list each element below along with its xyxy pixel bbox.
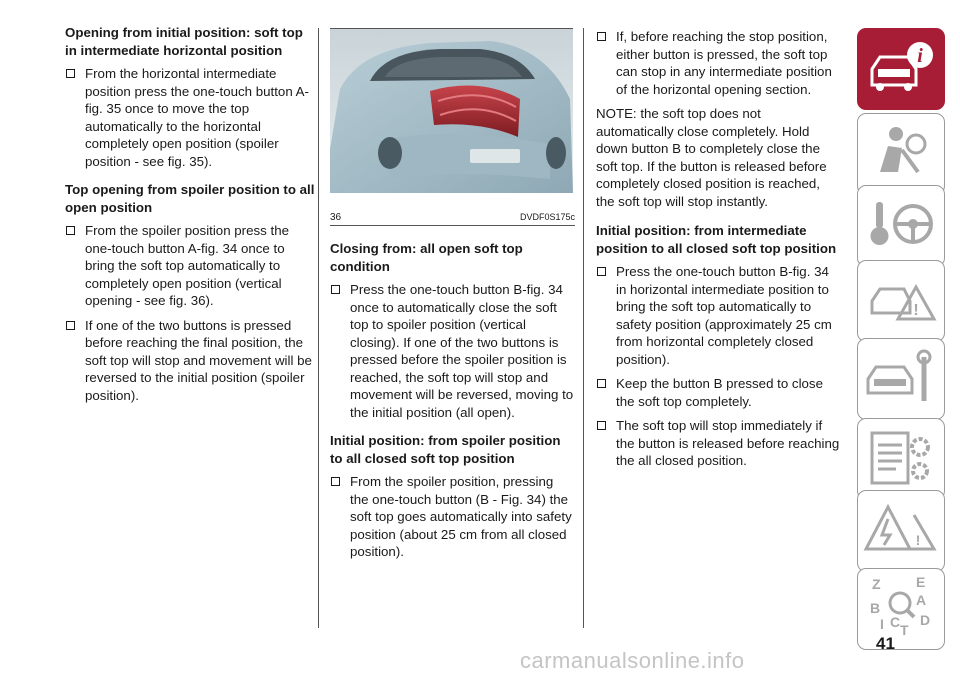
bullet-item: If, before reaching the stop position, either button is pressed, the soft top can stop in any intermediate position of the horizontal opening section. bbox=[596, 28, 841, 98]
bullet-item: If one of the two buttons is pressed before reaching the final position, the soft top will stop and movement will be reversed to the initial position (spoiler position). bbox=[65, 317, 315, 405]
svg-text:i: i bbox=[917, 45, 923, 67]
figure-caption bbox=[330, 211, 575, 226]
heading-intermediate-to-closed: Initial position: from intermediate position to all closed soft top position bbox=[596, 223, 837, 256]
tab-starting-driving[interactable] bbox=[857, 185, 945, 267]
car-soft-top-illustration bbox=[330, 29, 573, 193]
specs-gears-icon bbox=[858, 419, 943, 498]
index-letters-icon bbox=[858, 569, 943, 648]
tab-safety[interactable] bbox=[857, 113, 945, 195]
page-number: 41 bbox=[876, 634, 895, 653]
checkbox-bullet-icon bbox=[597, 267, 606, 276]
svg-text:!: ! bbox=[913, 302, 919, 319]
heading-opening-intermediate: Opening from initial position: soft top in intermediate horizontal position bbox=[65, 25, 303, 58]
bullet-item: From the spoiler position press the one-touch button A-fig. 34 once to bring the soft top automatically to completely open position (vertical opening - see fig. 36). bbox=[65, 222, 315, 310]
warning-flash-icon bbox=[858, 491, 943, 570]
column-divider bbox=[583, 28, 584, 628]
svg-text:Z: Z bbox=[872, 576, 881, 592]
tab-warnings[interactable] bbox=[857, 490, 945, 572]
checkbox-bullet-icon bbox=[331, 285, 340, 294]
checkbox-bullet-icon bbox=[66, 69, 75, 78]
column-divider bbox=[318, 28, 319, 628]
figure-code: DVDF0S175c bbox=[519, 212, 575, 222]
note-paragraph: NOTE: the soft top does not automatically close completely. Hold down button B to completely close the soft top. If the button is released before completely closed position is reached, the soft top will stop instantly. bbox=[596, 106, 827, 209]
column-2 bbox=[330, 28, 575, 568]
bullet-item: Press the one-touch button B-fig. 34 in horizontal intermediate position to bring the soft top automatically to safety position (approximately 25 cm from horizontal completely closed position). bbox=[596, 263, 841, 368]
svg-text:B: B bbox=[870, 600, 881, 616]
bullet-item: From the horizontal intermediate position press the one-touch button A-fig. 35 once to move the top automatically to the horizontal completely open position (spoiler position - see fig. 35). bbox=[65, 65, 315, 170]
column-3 bbox=[596, 28, 841, 477]
car-warning-triangle-icon bbox=[858, 261, 943, 340]
tab-emergency[interactable] bbox=[857, 260, 945, 342]
heading-opening-spoiler: Top opening from spoiler position to all open position bbox=[65, 182, 315, 215]
column-1 bbox=[65, 24, 315, 411]
svg-text:D: D bbox=[920, 612, 931, 628]
figure-number: 36 bbox=[330, 212, 342, 223]
car-info-icon bbox=[858, 29, 943, 108]
svg-text:!: ! bbox=[915, 532, 921, 548]
bullet-item: The soft top will stop immediately if the button is released before reaching the all closed position. bbox=[596, 417, 841, 470]
tab-index[interactable] bbox=[857, 568, 945, 650]
bullet-item: From the spoiler position, pressing the one-touch button (B - Fig. 34) the soft top goes automatically into safety position (about 25 cm from all closed position). bbox=[330, 473, 575, 561]
svg-text:I: I bbox=[880, 616, 884, 632]
checkbox-bullet-icon bbox=[597, 421, 606, 430]
airbag-passenger-icon bbox=[858, 114, 943, 193]
checkbox-bullet-icon bbox=[597, 32, 606, 41]
checkbox-bullet-icon bbox=[597, 379, 606, 388]
checkbox-bullet-icon bbox=[66, 321, 75, 330]
heading-closing-all-open: Closing from: all open soft top condition bbox=[330, 241, 523, 274]
bullet-item: Keep the button B pressed to close the soft top completely. bbox=[596, 375, 841, 410]
svg-text:A: A bbox=[916, 592, 927, 608]
bullet-item: Press the one-touch button B-fig. 34 once to automatically close the soft top to spoiler position (vertical closing). If one of the two buttons is pressed before the spoiler position is reached, the soft top will stop and movement will be reversed, moving to the initial position (all open). bbox=[330, 281, 575, 421]
checkbox-bullet-icon bbox=[331, 477, 340, 486]
car-wrench-icon bbox=[858, 339, 943, 418]
svg-text:E: E bbox=[916, 574, 926, 590]
key-steering-wheel-icon bbox=[858, 186, 943, 265]
tab-technical-specs[interactable] bbox=[857, 418, 945, 500]
checkbox-bullet-icon bbox=[66, 226, 75, 235]
watermark-text: carmanualsonline.info bbox=[520, 648, 745, 673]
figure-36-car-photo bbox=[330, 28, 573, 211]
svg-text:C: C bbox=[890, 614, 901, 630]
tab-maintenance[interactable] bbox=[857, 338, 945, 420]
heading-spoiler-to-closed: Initial position: from spoiler position to all closed soft top position bbox=[330, 433, 561, 466]
svg-text:T: T bbox=[900, 622, 909, 638]
tab-dashboard-info[interactable] bbox=[857, 28, 945, 110]
